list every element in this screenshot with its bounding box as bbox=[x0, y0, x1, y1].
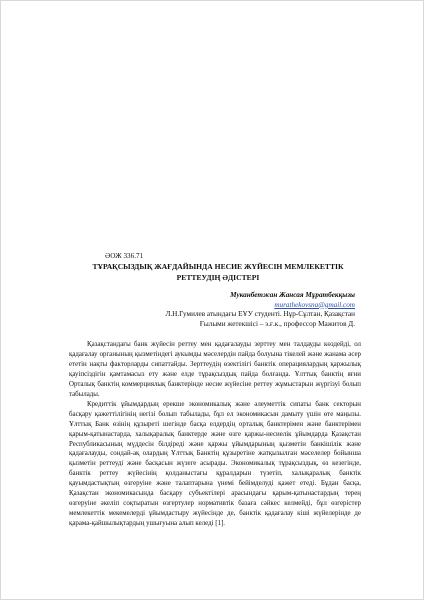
body-text bbox=[69, 340, 361, 529]
supervisor-line: Ғылыми жетекшісі – э.ғ.к., профессор Мажитов Д. bbox=[199, 319, 355, 328]
author-block bbox=[91, 291, 355, 329]
udc-code: ӘОЖ 336.71 bbox=[105, 252, 144, 260]
paper-title bbox=[81, 262, 355, 283]
author-affiliation: Л.Н.Гумилев атындағы ЕҰУ студенті. Нұр-Сұлтан, Қазақстан bbox=[165, 310, 355, 319]
paper-title-line-2: РЕТТЕУДІҢ ӘДІСТЕРІ bbox=[176, 272, 260, 282]
author-email-link[interactable]: murathekovsna@gmail.com bbox=[274, 300, 355, 309]
paragraph-2: Кредиттік ұйымдардың ерекше экономикалық және әлеуметтік сипаты банк секторын басқару қажеттілігінің негізі болып табылады, бұл ел экономикасын дамыту үшін өте маңызы. Ұлттық Банк өзінің құзыреті шегінде басқа елдердің орталық банктерімен және банктерімен қарым-қатынастарда, халықаралық банктерде және өзге қаржы-несиелік ұйымдарда Қазақстан Республикасының мүддесін білдіреді және қаржы ұйымдарының қызметін банкішілік және қадағалауды, сондай-ақ олардың Ұлттық Банктің құзыретіне жатқызылған мәселелер бойынша қызметін реттеуді және басқасын жүзеге асырады. Экономикалық тұрақсыздық, өз кезегінде, банктік реттеу жүйесінің қолданыстағы құралдарын түзетіп, халықаралық банктік қауымдастықтың өзгеруіне және талаптарына үнемі бейімделуді қажет етеді. Бұдан басқа, Қазақстан экономикасында басқару субъектілері арасындағы қарым-қатынастардың терең өзгеруіне әкеліп соқтыратын өзгертулер нормативтік базаға сәйкес келмейді, бұл өзгерістер мемлекеттік мекемелерді ұйымдастыру жүйесінде де, банктік қадағалау кіші жүйелерінде де қарама-қайшылықтардың ушығуына алып келеді [1]. bbox=[69, 400, 361, 527]
author-name: Муканбетжан Жансая Мұратбекқызы bbox=[230, 291, 355, 299]
paragraph-1: Қазақстандағы банк жүйесін реттеу мен қадағалауды зерттеу мен талдауды көздейді, ол қадағалау органының қызметіндегі аукымды мәселердін пайда болуына тікелей және жанама әсер ететін нақты факторларды сипаттайды. Зерттеудің өзектілігі банктік операциялардың қаржылық қауіпсіздігін қамтамасыз ету және елде тұрақсыздық пайда болғанда. Ұлттық банктің яғни Орталық банктің коммерциялық банктерінде несие жүйесіне реттеу жұмыстарын жүргізуі болып табылады. bbox=[69, 341, 361, 398]
paper-title-line-1: ТҰРАҚСЫЗДЫҚ ЖАҒДАЙЫНДА НЕСИЕ ЖҮЙЕСІН МЕМЛЕКЕТТІК bbox=[92, 262, 344, 271]
